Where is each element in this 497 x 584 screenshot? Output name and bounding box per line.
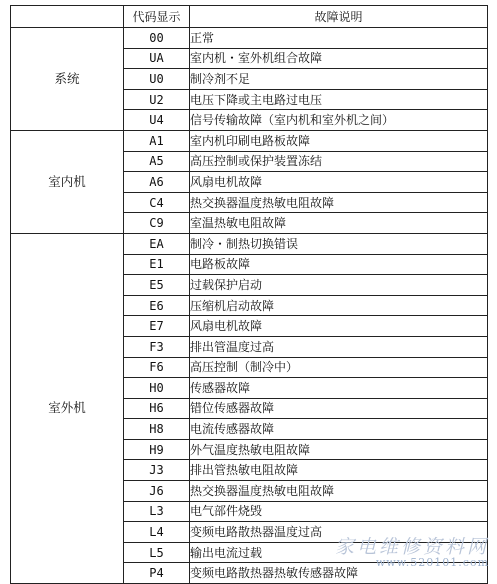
- fault-description: 电压下降或主电路过电压: [190, 89, 488, 110]
- fault-code: J6: [124, 481, 190, 502]
- fault-description: 室内机・室外机组合故障: [190, 48, 488, 69]
- fault-description: 制冷・制热切换错误: [190, 233, 488, 254]
- fault-code: E7: [124, 316, 190, 337]
- fault-code-table: [10, 5, 488, 584]
- header-group-cell: [11, 6, 124, 28]
- group-label: 系统: [11, 28, 124, 131]
- fault-code: H8: [124, 419, 190, 440]
- fault-description: 风扇电机故障: [190, 316, 488, 337]
- fault-code: 00: [124, 28, 190, 49]
- fault-description: 制冷剂不足: [190, 69, 488, 90]
- fault-description: 高压控制（制冷中）: [190, 357, 488, 378]
- table-body: [11, 28, 488, 584]
- table-row: [11, 233, 488, 254]
- header-code-cell: 代码显示: [124, 6, 190, 28]
- fault-code: P4: [124, 563, 190, 584]
- fault-description: 排出管温度过高: [190, 336, 488, 357]
- fault-code: A5: [124, 151, 190, 172]
- group-label: 室内机: [11, 130, 124, 233]
- fault-description: 正常: [190, 28, 488, 49]
- fault-description: 排出管热敏电阻故障: [190, 460, 488, 481]
- fault-description: 外气温度热敏电阻故障: [190, 439, 488, 460]
- fault-code: J3: [124, 460, 190, 481]
- fault-code: A6: [124, 172, 190, 193]
- fault-description: 电路板故障: [190, 254, 488, 275]
- fault-description: 电流传感器故障: [190, 419, 488, 440]
- fault-code: L5: [124, 542, 190, 563]
- fault-code: L3: [124, 501, 190, 522]
- fault-code: E1: [124, 254, 190, 275]
- fault-description: 变频电路散热器温度过高: [190, 522, 488, 543]
- fault-description: 过载保护启动: [190, 275, 488, 296]
- fault-description: 信号传输故障（室内机和室外机之间）: [190, 110, 488, 131]
- header-row: [11, 6, 488, 28]
- fault-description: 风扇电机故障: [190, 172, 488, 193]
- fault-description: 错位传感器故障: [190, 398, 488, 419]
- fault-description: 室内机印刷电路板故障: [190, 130, 488, 151]
- fault-code: U2: [124, 89, 190, 110]
- fault-code: H0: [124, 378, 190, 399]
- table-row: [11, 28, 488, 49]
- fault-code: U4: [124, 110, 190, 131]
- fault-code: UA: [124, 48, 190, 69]
- table-row: [11, 130, 488, 151]
- fault-code: L4: [124, 522, 190, 543]
- watermark-title: 家电维修资料网: [334, 536, 489, 558]
- fault-description: 传感器故障: [190, 378, 488, 399]
- watermark-url: www.520101.com: [375, 556, 489, 569]
- fault-code: H9: [124, 439, 190, 460]
- fault-code: A1: [124, 130, 190, 151]
- fault-code: E6: [124, 295, 190, 316]
- fault-code: C9: [124, 213, 190, 234]
- fault-code: F6: [124, 357, 190, 378]
- group-label: 室外机: [11, 233, 124, 583]
- fault-code: U0: [124, 69, 190, 90]
- fault-description: 电气部件烧毁: [190, 501, 488, 522]
- fault-description: 高压控制或保护装置冻结: [190, 151, 488, 172]
- fault-description: 输出电流过载: [190, 542, 488, 563]
- fault-description: 压缩机启动故障: [190, 295, 488, 316]
- fault-code: H6: [124, 398, 190, 419]
- fault-description: 室温热敏电阻故障: [190, 213, 488, 234]
- fault-code: EA: [124, 233, 190, 254]
- header-description-cell: 故障说明: [190, 6, 488, 28]
- fault-description: 热交换器温度热敏电阻故障: [190, 192, 488, 213]
- fault-description: 热交换器温度热敏电阻故障: [190, 481, 488, 502]
- fault-code: F3: [124, 336, 190, 357]
- fault-description: 变频电路散热器热敏传感器故障: [190, 563, 488, 584]
- fault-code: C4: [124, 192, 190, 213]
- fault-code: E5: [124, 275, 190, 296]
